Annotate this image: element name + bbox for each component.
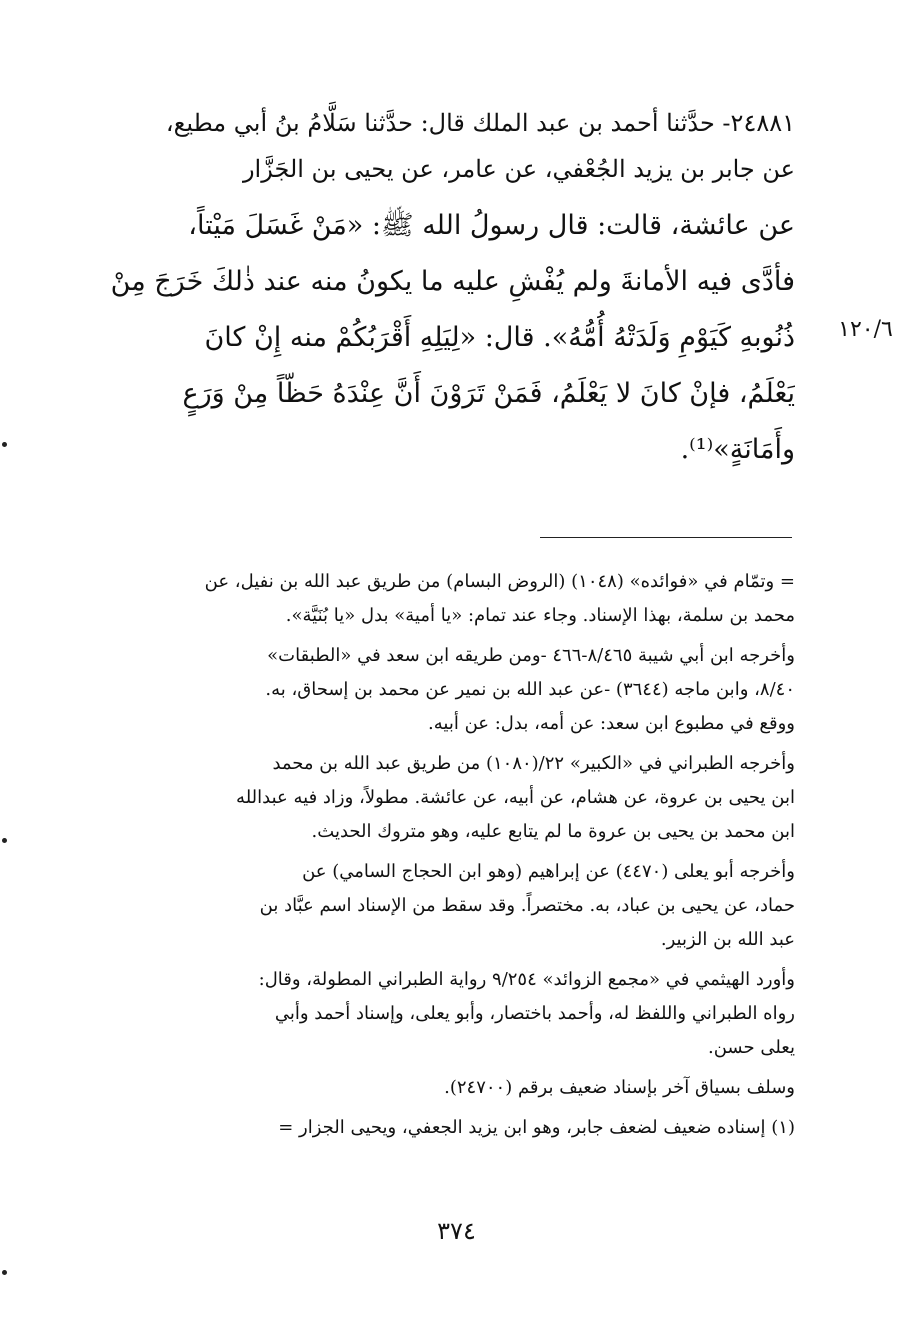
footnote-line: رواه الطبراني واللفظ له، وأحمد باختصار، وأبو يعلى، وإسناد أحمد وأبي (274, 1003, 795, 1024)
footnote-line: ابن يحيى بن عروة، عن هشام، عن أبيه، عن عائشة. مطولاً، وزاد فيه عبدالله (236, 787, 795, 808)
scan-mark (2, 442, 7, 447)
hadith-line: ٢٤٨٨١- حدَّثنا أحمد بن عبد الملك قال: حدَّثنا سَلَّامُ بنُ أبي مطيع، (165, 109, 795, 137)
footnote-line: وأخرجه أبو يعلى (٤٤٧٠) عن إبراهيم (وهو ابن الحجاج السامي) عن (302, 861, 795, 882)
footnote-line: وأورد الهيثمي في «مجمع الزوائد» ٩/٢٥٤ رواية الطبراني المطولة، وقال: (258, 969, 795, 990)
hadith-line: عن جابر بن يزيد الجُعْفي، عن عامر، عن يحيى بن الجَزَّار (242, 155, 795, 183)
hadith-line: فأدَّى فيه الأمانةَ ولم يُفْشِ عليه ما يكونُ منه عند ذٰلكَ خَرَجَ مِنْ (110, 266, 795, 297)
footnote-paragraph (110, 963, 795, 1065)
footnote-paragraph (110, 639, 795, 741)
footnote-line: = وتمّام في «فوائده» (١٠٤٨) (الروض البسام) من طريق عبد الله بن نفيل، عن (204, 571, 795, 592)
hadith-line: وأَمَانَةٍ»⁽¹⁾. (680, 434, 795, 465)
page-number: ٣٧٤ (437, 1217, 476, 1245)
hadith-line: عن عائشة، قالت: قال رسولُ الله ﷺ: «مَنْ غَسَلَ مَيْتاً، (188, 210, 795, 241)
scan-mark (2, 1270, 7, 1275)
footnote-line: حماد، عن يحيى بن عباد، به. مختصراً. وقد سقط من الإسناد اسم عبَّاد بن (259, 895, 795, 916)
footnote-line: ٨/٤٠، وابن ماجه (٣٦٤٤) -عن عبد الله بن نمير عن محمد بن إسحاق، به. (265, 679, 795, 700)
hadith-matn (100, 198, 795, 478)
hadith-line: ذُنُوبهِ كَيَوْمِ وَلَدَتْهُ أُمُّهُ». قال: «لِيَلِهِ أَقْرَبُكُمْ منه إِنْ كانَ (204, 322, 795, 353)
footnote-line: (١) إسناده ضعيف لضعف جابر، وهو ابن يزيد الجعفي، ويحيى الجزار = (278, 1117, 795, 1138)
scan-mark (2, 838, 7, 843)
footnote-paragraph (110, 565, 795, 633)
footnote-line: عبد الله بن الزبير. (660, 929, 795, 950)
footnote-paragraph (110, 747, 795, 849)
margin-volume-reference: ١٢٠/٦ (838, 317, 893, 342)
footnote-line: وأخرجه ابن أبي شيبة ٨/٤٦٥-٤٦٦ -ومن طريقه ابن سعد في «الطبقات» (267, 645, 795, 666)
footnote-line: ووقع في مطبوع ابن سعد: عن أمه، بدل: عن أبيه. (428, 713, 795, 734)
footnote-paragraph (110, 855, 795, 957)
footnote-line: وسلف بسياق آخر بإسناد ضعيف برقم (٢٤٧٠٠). (444, 1077, 795, 1098)
footnote-paragraph (110, 1071, 795, 1105)
footnotes (110, 565, 795, 1151)
hadith-line: يَعْلَمُ، فإنْ كانَ لا يَعْلَمُ، فَمَنْ تَرَوْنَ أَنَّ عِنْدَهُ حَظّاً مِنْ وَرَعٍ (182, 378, 795, 409)
footnote-separator (540, 537, 792, 538)
footnote-line: محمد بن سلمة، بهذا الإسناد. وجاء عند تمام: «يا أمية» بدل «يا بُنَيَّة». (285, 605, 795, 626)
footnote-paragraph (110, 1111, 795, 1145)
footnote-line: ابن محمد بن يحيى بن عروة ما لم يتابع عليه، وهو متروك الحديث. (311, 821, 795, 842)
footnote-line: وأخرجه الطبراني في «الكبير» ٢٢/(١٠٨٠) من طريق عبد الله بن محمد (272, 753, 795, 774)
hadith-isnad (100, 100, 795, 192)
footnote-line: يعلى حسن. (708, 1037, 795, 1058)
